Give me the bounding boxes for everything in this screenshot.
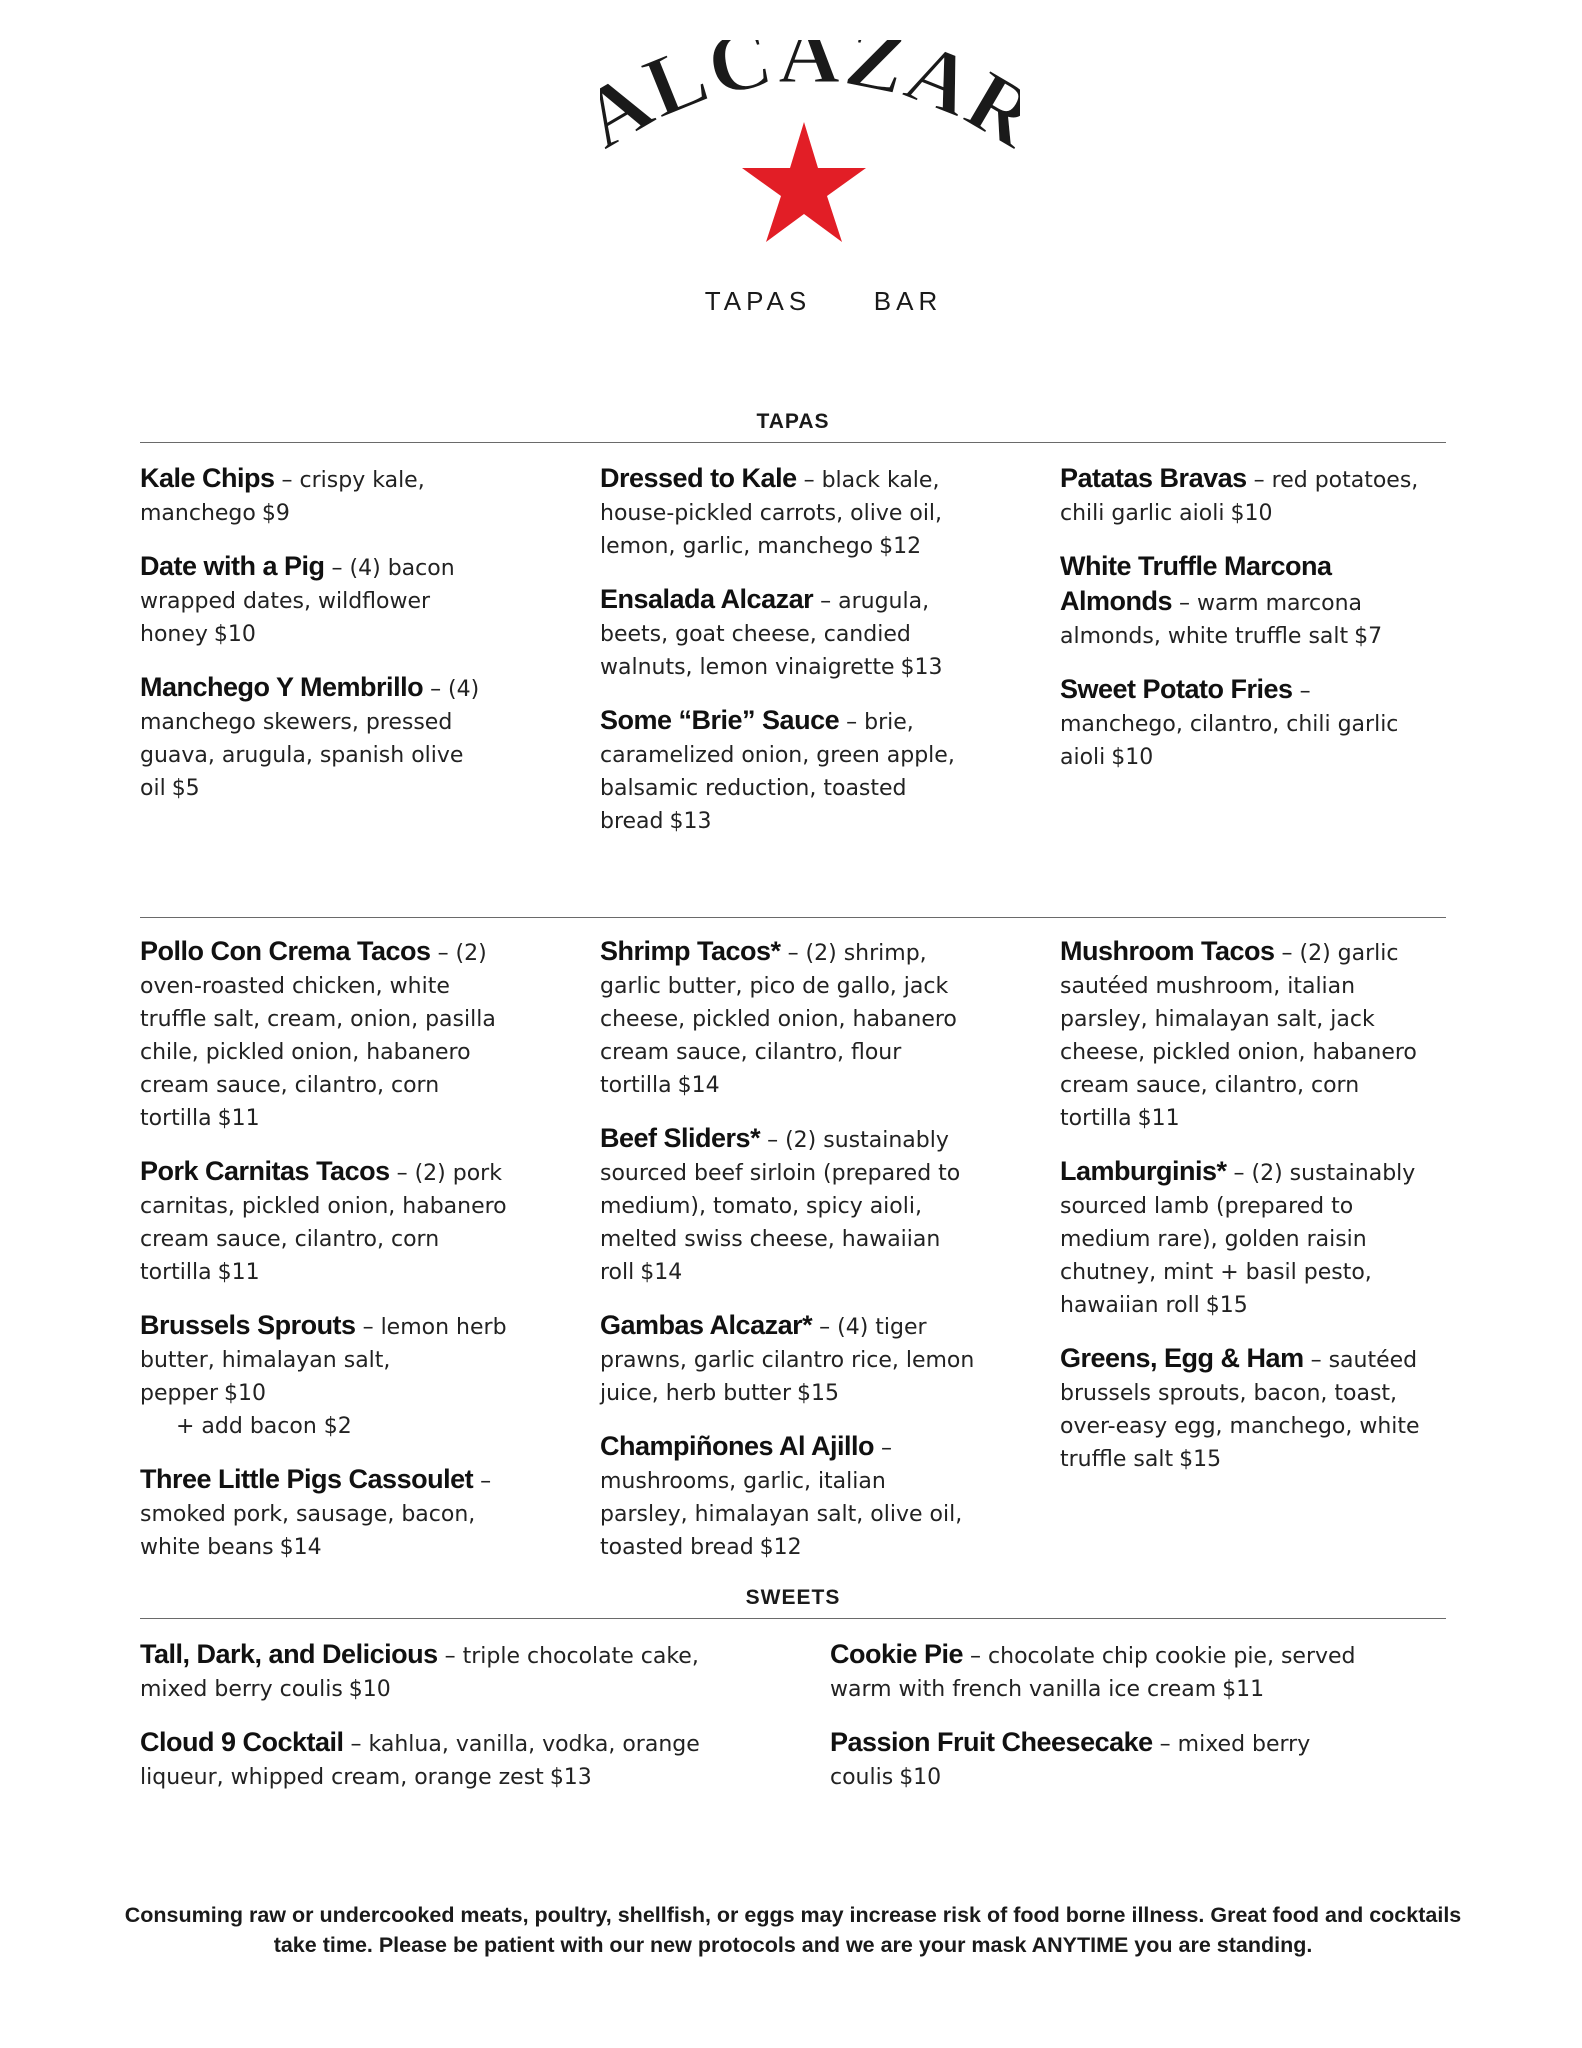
menu-item-name: Beef Sliders*	[600, 1123, 761, 1153]
menu-item-name: Kale Chips	[140, 463, 275, 493]
menu-item-name: Gambas Alcazar*	[600, 1310, 813, 1340]
menu-item	[140, 935, 520, 1135]
menu-item-price: $15	[1205, 1293, 1248, 1318]
menu-item-name: Shrimp Tacos*	[600, 936, 781, 966]
menu-item-name: Date with a Pig	[140, 551, 325, 581]
menu-item-description: – (2) oven-roasted chicken, white truffle salt, cream, onion, pasilla chile, pickled onion, habanero cream sauce, cilantro, corn tortilla	[140, 941, 496, 1131]
menu-item	[1060, 550, 1440, 653]
menu-item	[140, 550, 520, 651]
menu-item-description: – smoked pork, sausage, bacon, white beans	[140, 1469, 492, 1560]
menu-item	[140, 1726, 710, 1794]
menu-item-name: Champiñones Al Ajillo	[600, 1431, 875, 1461]
menu-item	[600, 1430, 980, 1564]
menu-item-description: – (2) sustainably sourced beef sirloin (prepared to medium), tomato, spicy aioli, melted swiss cheese, hawaiian roll	[600, 1128, 961, 1285]
menu-item-price: $12	[759, 1535, 802, 1560]
sweets-column-1	[140, 1638, 710, 1814]
logo	[600, 40, 1020, 330]
menu-item-name: Some “Brie” Sauce	[600, 705, 840, 735]
tapas-heading: TAPAS	[756, 410, 830, 433]
logo-tagline-left: TAPAS	[704, 286, 812, 316]
mains-column-1	[140, 935, 520, 1584]
menu-item-price: $14	[279, 1535, 322, 1560]
menu-item-price: $10	[1111, 745, 1154, 770]
menu-item-description: – mixed berry coulis	[830, 1732, 1311, 1790]
menu-item	[1060, 673, 1440, 774]
menu-item-description: – (2) pork carnitas, pickled onion, habanero cream sauce, cilantro, corn tortilla	[140, 1161, 507, 1285]
star-icon	[742, 122, 866, 242]
menu-item-name: Pollo Con Crema Tacos	[140, 936, 431, 966]
menu-item	[600, 1122, 980, 1289]
menu-item-price: $13	[900, 655, 943, 680]
menu-item	[140, 1463, 520, 1564]
menu-item-name: Patatas Bravas	[1060, 463, 1247, 493]
menu-item-name: Lamburginis*	[1060, 1156, 1227, 1186]
menu-item-price: $14	[640, 1260, 683, 1285]
menu-item-description: – mushrooms, garlic, italian parsley, himalayan salt, olive oil, toasted bread	[600, 1436, 963, 1560]
menu-item-price: $10	[348, 1677, 391, 1702]
menu-item-price: $10	[899, 1765, 942, 1790]
sweets-divider	[140, 1618, 1446, 1619]
menu-item-price: $9	[261, 501, 290, 526]
menu-item-price: $11	[217, 1260, 260, 1285]
menu-item-price: $10	[224, 1381, 267, 1406]
logo-graphic	[600, 40, 1020, 330]
tapas-column-3	[1060, 462, 1440, 794]
menu-item	[600, 462, 980, 563]
menu-item-price: $5	[171, 776, 200, 801]
menu-item-name: White Truffle Marcona Almonds	[1060, 551, 1332, 616]
menu-item-description: – (4) tiger prawns, garlic cilantro rice, lemon juice, herb butter	[600, 1315, 975, 1406]
menu-item-price: $11	[217, 1106, 260, 1131]
logo-wordmark: LCAZA	[631, 40, 989, 136]
menu-item	[600, 1309, 980, 1410]
menu-item	[830, 1726, 1400, 1794]
menu-item-price: $12	[879, 534, 922, 559]
menu-item	[830, 1638, 1400, 1706]
menu-item-name: Sweet Potato Fries	[1060, 674, 1293, 704]
menu-item	[600, 935, 980, 1102]
menu-item-name: Mushroom Tacos	[1060, 936, 1275, 966]
menu-item-description: – crispy kale, manchego	[140, 468, 425, 526]
menu-item-name: Cookie Pie	[830, 1639, 964, 1669]
tapas-column-2	[600, 462, 980, 858]
menu-item-description: – (2) shrimp, garlic butter, pico de gallo, jack cheese, pickled onion, habanero cream sauce, cilantro, flour tortilla	[600, 941, 957, 1098]
menu-item-description: – (4) manchego skewers, pressed guava, arugula, spanish olive oil	[140, 677, 480, 801]
menu-item-description: – arugula, beets, goat cheese, candied walnuts, lemon vinaigrette	[600, 589, 930, 680]
menu-item-price: $11	[1137, 1106, 1180, 1131]
disclaimer-line-1: Consuming raw or undercooked meats, poultry, shellfish, or eggs may increase risk of food borne illness. Great food and cocktails	[124, 1903, 1462, 1927]
menu-item-description: – kahlua, vanilla, vodka, orange liqueur, whipped cream, orange zest	[140, 1732, 700, 1790]
menu-item-addon: + add bacon $2	[176, 1414, 352, 1439]
menu-item-description: – (2) garlic sautéed mushroom, italian parsley, himalayan salt, jack cheese, pickled onion, habanero cream sauce, cilantro, corn tortilla	[1060, 941, 1417, 1131]
menu-item-name: Greens, Egg & Ham	[1060, 1343, 1304, 1373]
mains-divider	[140, 917, 1446, 918]
menu-item-price: $11	[1222, 1677, 1265, 1702]
logo-tagline-right: BAR	[873, 286, 943, 316]
menu-item	[140, 462, 520, 530]
disclaimer-line-2: take time. Please be patient with our new protocols and we are your mask ANYTIME you are standing.	[273, 1933, 1313, 1957]
menu-item-price: $10	[1230, 501, 1273, 526]
menu-item-price: $13	[549, 1765, 592, 1790]
menu-item-price: $10	[213, 622, 256, 647]
menu-item	[140, 1155, 520, 1289]
menu-item-name: Cloud 9 Cocktail	[140, 1727, 344, 1757]
menu-item-description: – warm marcona almonds, white truffle salt	[1060, 591, 1363, 649]
menu-item-price: $14	[677, 1073, 720, 1098]
menu-item-name: Manchego Y Membrillo	[140, 672, 424, 702]
menu-item-description: – manchego, cilantro, chili garlic aioli	[1060, 679, 1399, 770]
menu-item-description: – black kale, house-pickled carrots, olive oil, lemon, garlic, manchego	[600, 468, 943, 559]
sweets-column-2	[830, 1638, 1400, 1814]
mains-column-2	[600, 935, 980, 1584]
menu-item	[1060, 1155, 1440, 1322]
tapas-divider	[140, 442, 1446, 443]
menu-item	[140, 1309, 520, 1443]
menu-item	[1060, 1342, 1440, 1476]
menu-item-price: $15	[797, 1381, 840, 1406]
menu-item-description: – lemon herb butter, himalayan salt, pepper	[140, 1315, 507, 1406]
menu-item-price: $15	[1179, 1447, 1222, 1472]
menu-item-name: Three Little Pigs Cassoulet	[140, 1464, 474, 1494]
menu-item-description: – brie, caramelized onion, green apple, balsamic reduction, toasted bread	[600, 710, 955, 834]
menu-item-price: $7	[1354, 624, 1383, 649]
menu-item-price: $13	[669, 809, 712, 834]
menu-item	[600, 583, 980, 684]
mains-column-3	[1060, 935, 1440, 1496]
menu-item-description: – triple chocolate cake, mixed berry coulis	[140, 1644, 699, 1702]
menu-item	[600, 704, 980, 838]
menu-item	[140, 671, 520, 805]
menu-item-name: Passion Fruit Cheesecake	[830, 1727, 1153, 1757]
menu-item-name: Pork Carnitas Tacos	[140, 1156, 390, 1186]
menu-item-description: – (2) sustainably sourced lamb (prepared to medium rare), golden raisin chutney, mint + basil pesto, hawaiian roll	[1060, 1161, 1416, 1318]
menu-item-name: Tall, Dark, and Delicious	[140, 1639, 438, 1669]
menu-item	[1060, 935, 1440, 1135]
menu-item	[140, 1638, 710, 1706]
menu-item-description: – (4) bacon wrapped dates, wildflower honey	[140, 556, 455, 647]
menu-item-description: – red potatoes, chili garlic aioli	[1060, 468, 1419, 526]
sweets-heading: SWEETS	[745, 1586, 841, 1609]
menu-item-description: – sautéed brussels sprouts, bacon, toast, over-easy egg, manchego, white truffle salt	[1060, 1348, 1420, 1472]
menu-item-name: Brussels Sprouts	[140, 1310, 356, 1340]
tapas-column-1	[140, 462, 520, 825]
menu-item-name: Ensalada Alcazar	[600, 584, 814, 614]
menu-item	[1060, 462, 1440, 530]
disclaimer	[120, 1900, 1466, 1960]
menu-item-name: Dressed to Kale	[600, 463, 797, 493]
menu-item-description: – chocolate chip cookie pie, served warm with french vanilla ice cream	[830, 1644, 1356, 1702]
